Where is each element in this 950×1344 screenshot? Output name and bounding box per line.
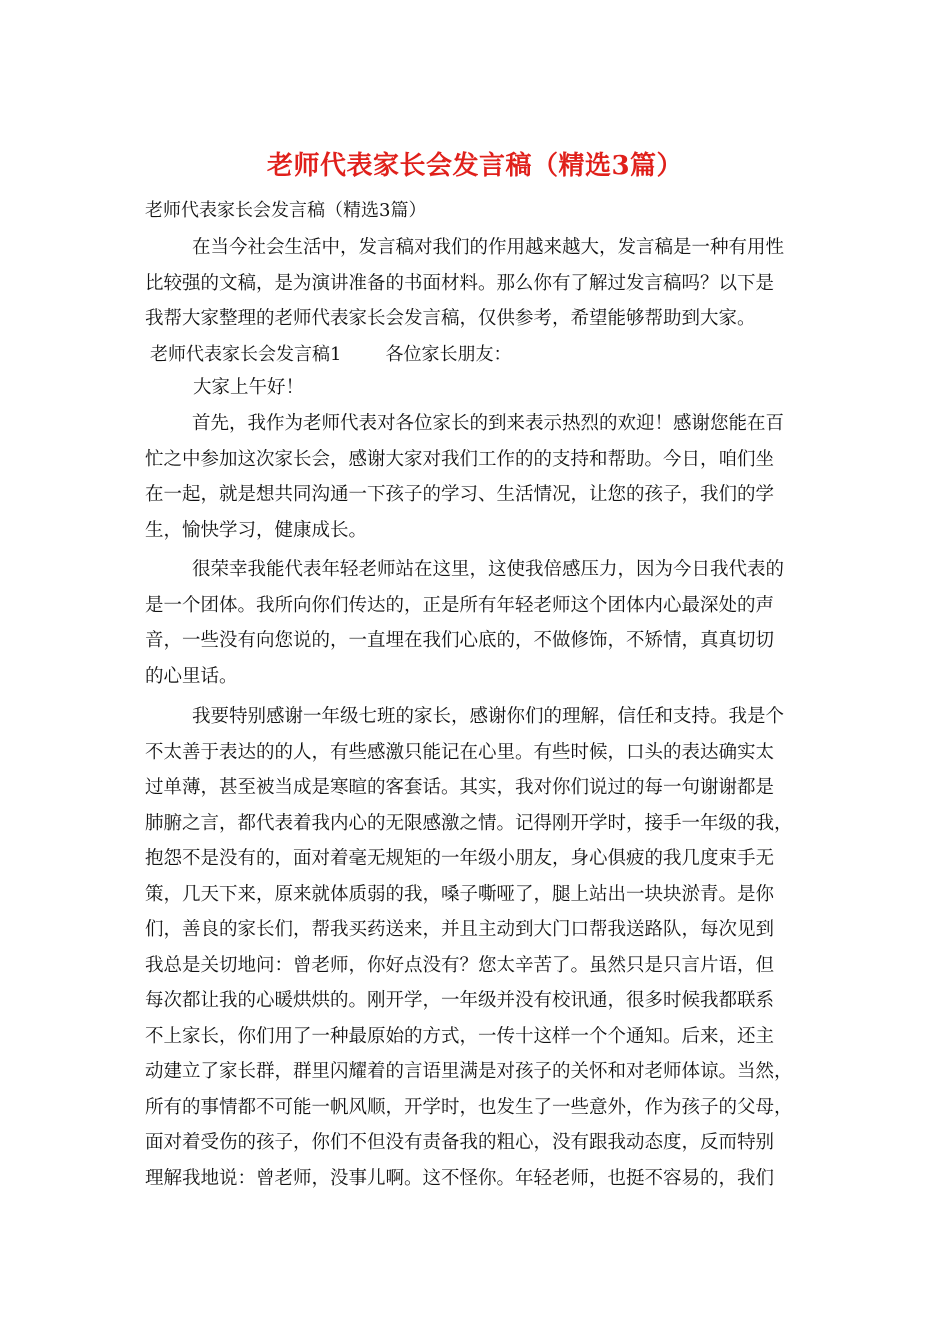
text-line: 的心里话。 [145, 665, 238, 687]
text-line: 音，一些没有向您说的，一直埋在我们心底的，不做修饰，不矫情，真真切切 [145, 630, 775, 651]
section-heading: 老师代表家长会发言稿1 [150, 344, 342, 365]
paragraph-3 [145, 699, 805, 1196]
text-line: 面对着受伤的孩子，你们不但没有责备我的粗心，没有跟我动态度，反而特别 [145, 1132, 775, 1153]
document-subtitle: 老师代表家长会发言稿（精选3篇） [145, 200, 427, 221]
section-heading-row [150, 342, 511, 368]
text-line: 我总是关切地问：曾老师，你好点没有？您太辛苦了。虽然只是只言片语，但 [145, 954, 775, 976]
paragraph-2 [145, 552, 805, 694]
text-line: 生，愉快学习，健康成长。 [145, 519, 368, 541]
text-line: 在一起，就是想共同沟通一下孩子的学习、生活情况，让您的孩子，我们的学 [145, 484, 775, 505]
text-line: 首先，我作为老师代表对各位家长的到来表示热烈的欢迎！感谢您能在百 [192, 413, 785, 434]
text-line: 比较强的文稿，是为演讲准备的书面材料。那么你有了解过发言稿吗？以下是 [145, 272, 775, 294]
greeting: 大家上午好！ [193, 377, 305, 398]
text-line: 不上家长，你们用了一种最原始的方式，一传十这样一个个通知。后来，还主 [145, 1025, 775, 1047]
text-line: 动建立了家长群，群里闪耀着的言语里满是对孩子的关怀和对老师体谅。当然， [145, 1061, 793, 1082]
text-line: 们，善良的家长们，帮我买药送来，并且主动到大门口帮我送路队，每次见到 [145, 919, 775, 940]
text-line: 肺腑之言，都代表着我内心的无限感激之情。记得刚开学时，接手一年级的我， [145, 812, 793, 834]
text-line: 是一个团体。我所向你们传达的，正是所有年轻老师这个团体内心最深处的声 [145, 594, 775, 616]
text-line: 在当今社会生活中，发言稿对我们的作用越来越大，发言稿是一种有用性 [192, 237, 785, 258]
text-line: 不太善于表达的的人，有些感激只能记在心里。有些时候，口头的表达确实太 [145, 741, 775, 763]
text-line: 我帮大家整理的老师代表家长会发言稿，仅供参考，希望能够帮助到大家。 [145, 308, 756, 329]
text-line: 我要特别感谢一年级七班的家长，感谢你们的理解，信任和支持。我是个 [192, 706, 785, 727]
text-line: 过单薄，甚至被当成是寒暄的客套话。其实，我对你们说过的每一句谢谢都是 [145, 777, 775, 798]
text-line: 很荣幸我能代表年轻老师站在这里，这使我倍感压力，因为今日我代表的 [192, 559, 785, 580]
document-title: 老师代表家长会发言稿（精选3篇） [266, 151, 684, 181]
paragraph-1 [145, 406, 805, 548]
text-line: 忙之中参加这次家长会，感谢大家对我们工作的的支持和帮助。今日，咱们坐 [145, 448, 775, 470]
salutation: 各位家长朋友： [385, 344, 512, 365]
text-line: 理解我地说：曾老师，没事儿啊。这不怪你。年轻老师，也挺不容易的，我们 [145, 1167, 775, 1189]
intro-paragraph [145, 230, 805, 337]
text-line: 所有的事情都不可能一帆风顺，开学时，也发生了一些意外，作为孩子的父母， [145, 1096, 793, 1118]
text-line: 策，几天下来，原来就体质弱的我，嗓子嘶哑了，腿上站出一块块淤青。是你 [145, 883, 775, 905]
text-line: 每次都让我的心暖烘烘的。刚开学，一年级并没有校讯通，很多时候我都联系 [145, 990, 775, 1011]
text-line: 抱怨不是没有的，面对着毫无规矩的一年级小朋友，身心俱疲的我几度束手无 [145, 848, 775, 869]
